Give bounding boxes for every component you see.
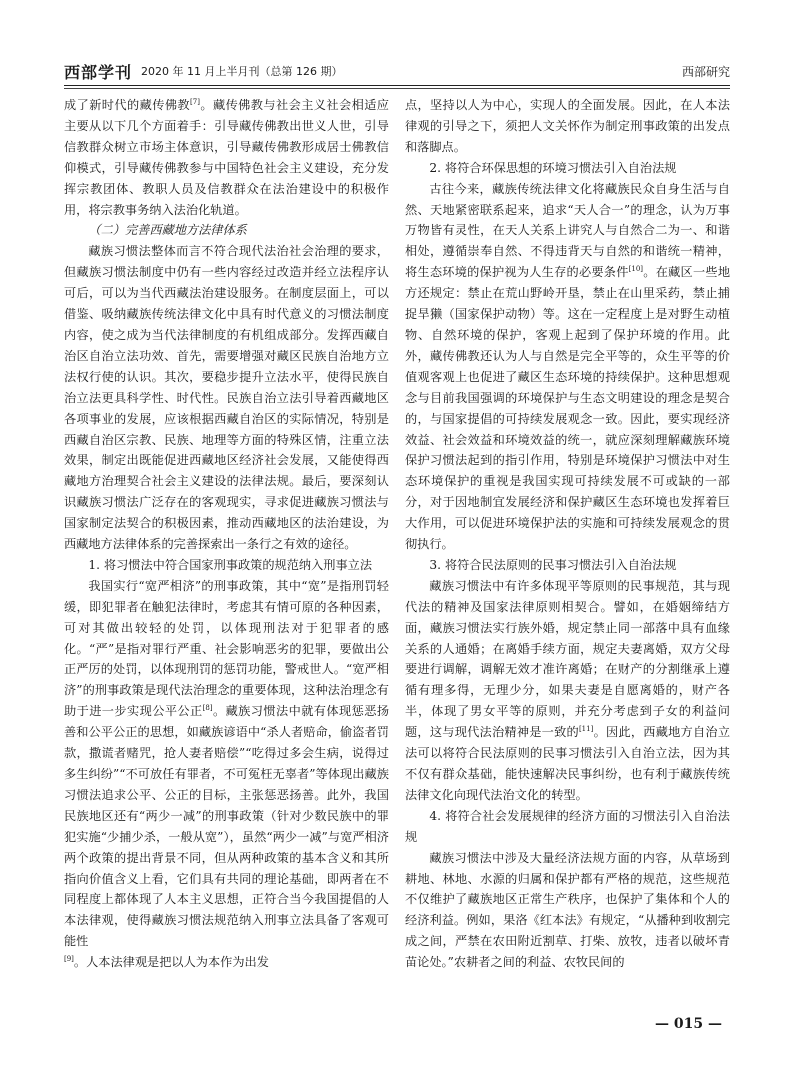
page-header [64, 58, 730, 84]
paragraph [64, 952, 389, 973]
header-rule-thin [64, 88, 730, 89]
paragraph-text-continued: 。藏传佛教与社会主义社会相适应主要从以下几个方面着手：引导藏传佛教出世义人世，引导信教群众树立市场主体意识，引导藏传佛教形成居士佛教信仰模式，引导藏传佛教参与中国特色社会主义建设，充分发挥宗教团体、教职人员及信教群众在法治建设中的积极作用，将宗教事务纳入法治化轨道。 [64, 98, 389, 217]
paragraph-text: 我国实行“宽严相济”的刑事政策，其中“宽”是指刑罚轻缓，即犯罪者在触犯法律时，考虑其有情可原的各种因素，可对其做出较轻的处罚，以体现刑法对于犯罪者的感化。“严”是指对罪行严重、社会影响恶劣的犯罪，要做出公正严厉的处罚，以体现刑罚的惩罚功能，警戒世人。“宽严相济”的刑事政策是现代法治理念的重要体现，这种法治理念有助于进一步实现公平公正 [64, 578, 389, 719]
paragraph-text-continued: 。人本法律观是把以人为本作为出发 [73, 955, 269, 970]
paragraph-text-continued: 。藏族习惯法中就有体现惩恶扬善和公平公正的思想，如藏族谚语中“杀人者赔命，偷盗者罚款，撒谎者赌咒，抢人妻者赔偿”“吃得过多会生病，说得过多生纠纷”“不可放任有罪者，不可冤枉无辜者”等体现出藏族习惯法追求公平、公正的目标，主张惩恶扬善。此外，我国民族地区还有“两少一减”的刑事政策（针对少数民族中的罪犯实施“少捕少杀，一般从宽”），虽然“两少一减”与宽严相济两个政策的提出背景不同，但从两种政策的基本含义和其所指向价值含义上看，它们具有共同的理论基础，即两者在不同程度上都体现了人本主义思想，正符合当今我国提倡的人本法律观，使得藏族习惯法规范纳入刑事立法具备了客观可能性 [64, 704, 390, 949]
paragraph-text-continued: 。因此，西藏地方自治立法可以将符合民法原则的民事习惯法引入自治立法，因为其不仅有群众基础，能快速解决民事纠纷，也有利于藏族传统法律文化向现代法治文化的转型。 [405, 725, 731, 802]
paragraph [405, 848, 730, 973]
citation-ref: [8] [202, 704, 213, 713]
section-name: 西部研究 [681, 65, 730, 79]
paragraph-text-continued: 。在藏区一些地方还规定：禁止在荒山野岭开垦，禁止在山里采药，禁止捕捉旱獭（国家保护动物）等。这在一定程度上是对野生动植物、自然环境的保护，客观上起到了保护环境的作用。此外，藏传佛教还认为人与自然是完全平等的，众生平等的价值观客观上也促进了藏区生态环境的持续保护。这种思想观念与目前我国强调的环境保护与生态文明建设的理念是契合的，与国家提倡的可持续发展观念一致。因此，要实现经济效益、社会效益和环境效益的统一，就应深刻理解藏族环境保护习惯法起到的指引作用，特别是环境保护习惯法中对生态环境保护的重视是我国实现可持续发展不可或缺的一部分，对于因地制宜发展经济和保护藏区生态环境也发挥着巨大作用，可以促进环境保护法的实施和可持续发展观念的贯彻执行。 [405, 265, 731, 552]
citation-ref: [11] [578, 725, 594, 734]
section-heading [64, 220, 389, 241]
paragraph [405, 158, 730, 179]
left-column [64, 95, 389, 973]
paragraph-text: 3. 将符合民法原则的民事习惯法引入自治法规 [429, 557, 677, 572]
issue-info: 2020 年 11 月上半月刊（总第 126 期） [141, 65, 343, 78]
right-column [405, 95, 730, 973]
paragraph [64, 576, 389, 952]
citation-ref: [9] [64, 955, 74, 964]
paragraph-text: 藏族习惯法中涉及大量经济法规方面的内容，从草场到耕地、林地、水源的归属和保护都有严格的规范，这些规范不仅维护了藏族地区正常生产秩序，也保护了集体和个人的经济利益。例如，果洛《红本法》有规定，“从播种到收割完成之间，严禁在农田附近割草、打柴、放牧，违者以破坏青苗论处。”农耕者之间的利益、农牧民间的 [405, 850, 730, 970]
paragraph [405, 95, 730, 158]
citation-ref: [7] [190, 97, 200, 106]
page-number: — 015 — [655, 1016, 722, 1032]
paragraph-text: （二）完善西藏地方法律体系 [88, 223, 247, 238]
paragraph-text: 2. 将符合环保思想的环境习惯法引入自治法规 [429, 160, 677, 175]
journal-logo: 西部学刊 [64, 63, 133, 82]
paragraph-text: 古往今来，藏族传统法律文化将藏族民众自身生活与自然、天地紧密联系起来，追求“天人合一”的理念，认为万事万物皆有灵性，在天人关系上讲究人与自然合二为一、和谐相处，遵循崇奉自然、不得违背天与自然的和谐统一精神，将生态环境的保护视为人生存的必要条件 [405, 181, 730, 280]
paragraph-text: 点，坚持以人为中心，实现人的全面发展。因此，在人本法律观的引导之下，须把人文关怀作为制定刑事政策的出发点和落脚点。 [405, 98, 730, 154]
paragraph [405, 576, 730, 806]
paragraph [405, 806, 730, 848]
paragraph-text: 藏族习惯法整体而言不符合现代法治社会治理的要求，但藏族习惯法制度中仍有一些内容经过改造并经立法程序认可后，可以为当代西藏法治建设服务。在制度层面上，可以借鉴、吸纳藏族传统法律文化中具有时代意义的习惯法制度内容，使之成为当代法律制度的有机组成部分。发挥西藏自治区自治立法功效、首先，需要增强对藏区民族自治地方立法权行使的认识。其次，要稳步提升立法水平，使得民族自治立法更具科学性、时代性。民族自治立法引导着西藏地区各项事业的发展，应该根据西藏自治区的实际情况，特别是西藏自治区宗教、民族、地理等方面的特殊区情，注重立法效果，制定出既能促进西藏地区经济社会发展，又能使得西藏地方治理契合社会主义建设的法律法规。最后，要深刻认识藏族习惯法广泛存在的客观现实，寻求促进藏族习惯法与国家制定法契合的积极因素，推动西藏地区的法治建设，为西藏地方法律体系的完善探索出一条行之有效的途径。 [64, 244, 389, 552]
paragraph-text: 成了新时代的藏传佛教 [64, 98, 191, 112]
paragraph [405, 179, 730, 555]
paragraph-text: 1. 将习惯法中符合国家刑事政策的规范纳入刑事立法 [88, 557, 373, 572]
paragraph [64, 555, 389, 576]
paragraph [64, 241, 389, 555]
paragraph [64, 95, 389, 220]
header-rule [64, 85, 730, 86]
paragraph-text: 藏族习惯法中有许多体现平等原则的民事规范，其与现代法的精神及国家法律原则相契合。譬如，在婚姻缔结方面，藏族习惯法实行族外婚，规定禁止同一部落中具有血缘关系的人通婚；在离婚手续方面，规定夫妻离婚，双方父母要进行调解，调解无效才准许离婚；在财产的分割继承上遵循有理多得，无理少分，如果夫妻是自愿离婚的，财产各半，体现了男女平等的原则，并充分考虑到子女的利益问题，这与现代法治精神是一致的 [405, 578, 730, 740]
paragraph [405, 555, 730, 576]
citation-ref: [10] [628, 265, 644, 274]
paragraph-text: 4. 将符合社会发展规律的经济方面的习惯法引入自治法规 [405, 808, 730, 844]
